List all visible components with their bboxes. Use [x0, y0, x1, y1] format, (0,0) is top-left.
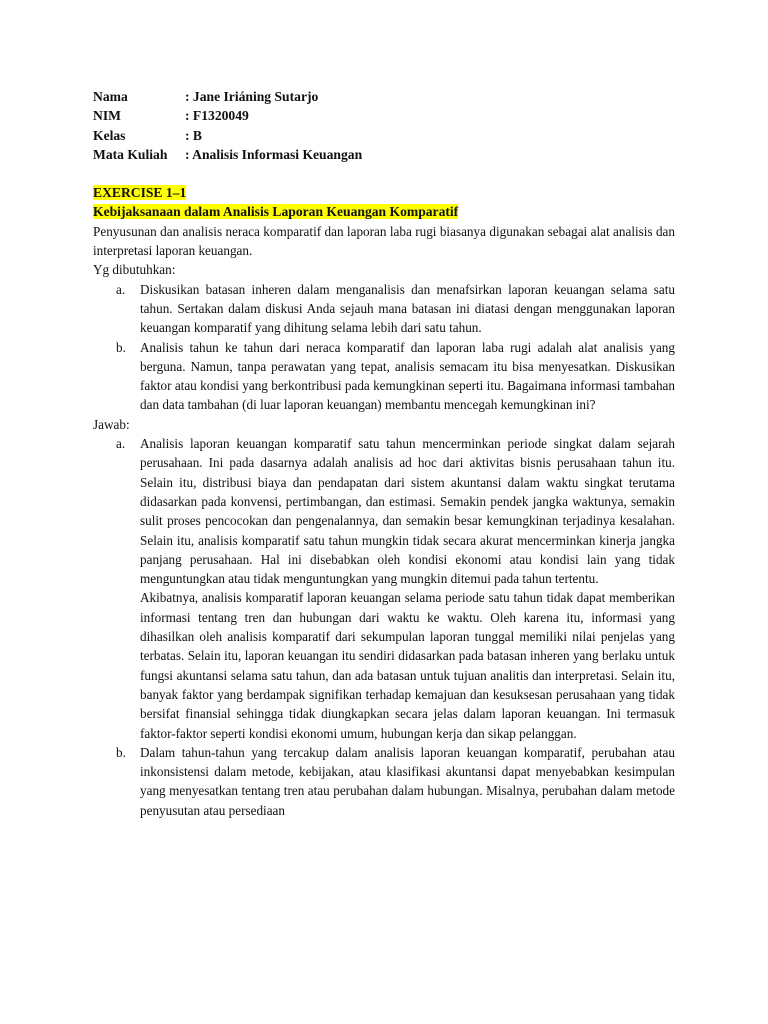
answer-paragraph: Analisis laporan keuangan komparatif satu tahun mencerminkan periode singkat dalam sejarah perusahaan. Ini pada dasarnya adalah analisis ad hoc dari aktivitas bisnis perusahaan tahun itu. Selain itu, distribusi biaya dan pendapatan dari sistem akuntansi dalam waktu singkat terutama didasarkan pada konvensi, pertimbangan, dan estimasi. Semakin pendek jangka waktunya, semakin sulit proses pencocokan dan pengenalannya, dan semakin besar kemungkinan terjadinya kesalahan. Selain itu, analisis komparatif satu tahun mungkin tidak secara akurat mencerminkan kinerja jangka panjang perusahaan. Hal ini disebabkan oleh kondisi ekonomi atau kondisi lain yang tidak menguntungkan atau tidak menguntungkan yang mungkin ditemui pada tahun tertentu. — [140, 436, 675, 587]
required-list — [93, 280, 675, 415]
student-info — [93, 87, 675, 164]
exercise-title-text: EXERCISE 1–1 — [93, 185, 187, 201]
exercise-subtitle-text: Kebijaksanaan dalam Analisis Laporan Keuangan Komparatif — [93, 204, 459, 220]
list-item — [93, 434, 675, 743]
list-item — [93, 280, 675, 338]
exercise-subtitle — [93, 202, 675, 221]
info-key: Mata Kuliah — [93, 146, 168, 162]
list-marker: b. — [116, 744, 126, 760]
info-row-name — [93, 87, 675, 106]
answer-paragraph: Akibatnya, analisis komparatif laporan keuangan selama periode satu tahun tidak dapat memberikan informasi tentang tren dan hubungan dari waktu ke waktu. Oleh karena itu, informasi yang dihasilkan oleh analisis komparatif dari sekumpulan laporan tunggal memiliki nilai penjelas yang terbatas. Selain itu, laporan keuangan itu sendiri didasarkan pada batasan inheren yang berlaku untuk fungsi akuntansi selama satu tahun, dan ada batasan untuk tujuan analitis dan interpretasi. Selain itu, banyak faktor yang berdampak signifikan terhadap kemajuan dan kesuksesan perusahaan yang tidak bersifat finansial sehingga tidak diungkapkan secara jelas dalam laporan keuangan. Ini termasuk faktor-faktor seperti kondisi ekonomi umum, hubungan kerja dan sikap pelanggan. — [140, 590, 675, 741]
info-row-nim — [93, 106, 675, 125]
info-row-class — [93, 126, 675, 145]
list-marker: a. — [116, 281, 126, 297]
intro-paragraph: Penyusunan dan analisis neraca komparatif dan laporan laba rugi biasanya digunakan sebagai alat analisis dan interpretasi laporan keuangan. — [93, 223, 675, 259]
list-marker: b. — [116, 339, 126, 355]
info-value: : F1320049 — [185, 108, 249, 124]
list-item — [93, 338, 675, 415]
info-row-course — [93, 145, 675, 164]
list-item-text: Analisis tahun ke tahun dari neraca komparatif dan laporan laba rugi adalah alat analisis yang berguna. Namun, tanpa perawatan yang tepat, analisis semacam itu bisa menyesatkan. Diskusikan faktor atau kondisi yang berkontribusi pada kemungkinan seperti itu. Bagaimana informasi tambahan dan data tambahan (di luar laporan keuangan) membantu mencegah kemungkinan ini? — [140, 339, 675, 413]
info-value: : B — [185, 127, 202, 143]
info-value: : Analisis Informasi Keuangan — [185, 146, 363, 162]
info-key: Kelas — [93, 127, 126, 143]
info-key: Nama — [93, 89, 128, 104]
answer-label: Jawab: — [93, 416, 130, 432]
list-item — [93, 743, 675, 820]
info-key: NIM — [93, 108, 121, 124]
spacer — [93, 164, 675, 183]
exercise-body — [93, 222, 675, 820]
list-item-body — [140, 743, 675, 820]
info-value: : Jane Iriáning Sutarjo — [185, 89, 319, 104]
required-label: Yg dibutuhkan: — [93, 262, 176, 278]
exercise-title — [93, 183, 675, 202]
list-item-body — [140, 434, 675, 743]
answer-paragraph: Dalam tahun-tahun yang tercakup dalam analisis laporan keuangan komparatif, perubahan atau inkonsistensi dalam metode, kebijakan, atau klasifikasi akuntansi dapat menyebabkan kesimpulan yang menyesatkan tentang tren atau perubahan dalam hubungan. Misalnya, perubahan dalam metode penyusutan atau persediaan — [140, 744, 675, 818]
list-item-text: Diskusikan batasan inheren dalam menganalisis dan menafsirkan laporan keuangan selama satu tahun. Sertakan dalam diskusi Anda sejauh mana batasan ini diatasi dengan menggunakan laporan keuangan komparatif yang dihitung selama lebih dari satu tahun. — [140, 281, 675, 336]
list-marker: a. — [116, 436, 126, 452]
answer-list — [93, 434, 675, 820]
